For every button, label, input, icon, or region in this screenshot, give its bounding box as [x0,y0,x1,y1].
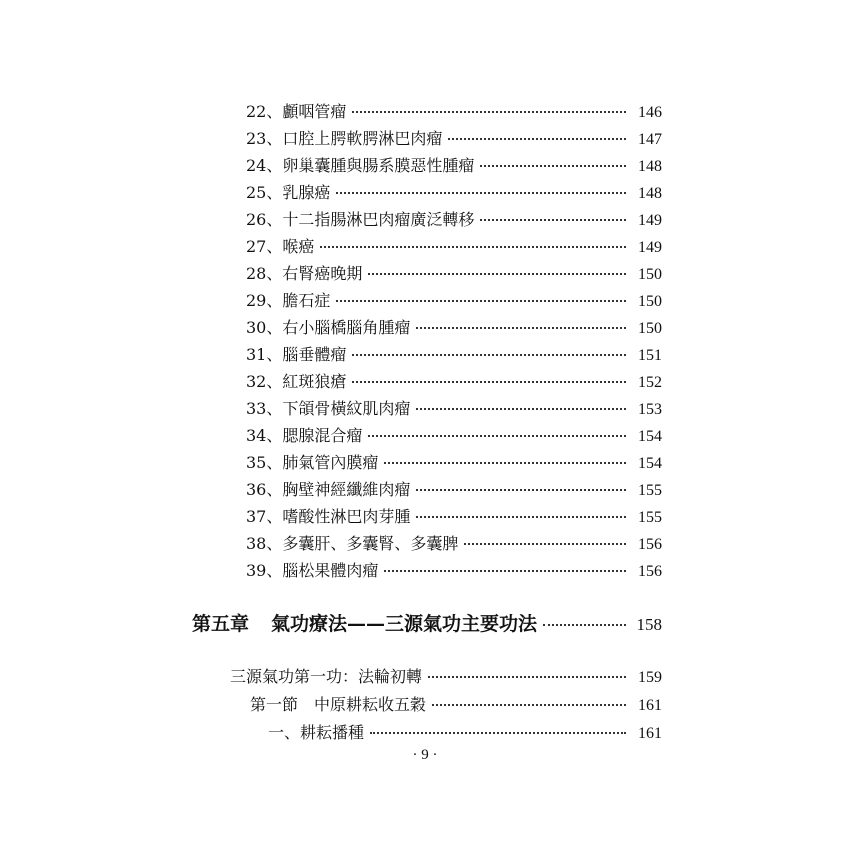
toc-entry-label: 39、腦松果體肉瘤 [246,561,379,580]
dot-leader [464,543,626,545]
toc-entry-page: 147 [638,131,662,148]
toc-entry-35 [246,453,662,474]
toc-entry-page: 153 [638,401,662,418]
toc-entry-label: 33、下頜骨橫紋肌肉瘤 [246,399,411,418]
dot-leader [370,732,626,734]
toc-entry-28 [246,264,662,285]
toc-subentry-section [250,695,662,716]
toc-entry-page: 151 [638,347,662,364]
toc-entry-label: 35、肺氣管內膜瘤 [246,453,379,472]
dot-leader [336,192,626,194]
toc-entry-page: 159 [638,669,662,686]
toc-entry-label: 23、口腔上腭軟腭淋巴肉瘤 [246,129,443,148]
dot-leader [416,516,626,518]
toc-entry-page: 146 [638,104,662,121]
dot-leader [384,570,626,572]
dot-leader [384,462,626,464]
toc-entry-26 [246,210,662,231]
toc-entry-page: 155 [638,509,662,526]
dot-leader [352,381,626,383]
dot-leader [416,327,626,329]
toc-entry-label: 34、腮腺混合瘤 [246,426,363,445]
toc-entry-27 [246,237,662,258]
toc-entry-label: 36、胸壁神經纖維肉瘤 [246,480,411,499]
toc-entry-page: 155 [638,482,662,499]
toc-entry-label: 38、多囊肝、多囊腎、多囊脾 [246,534,459,553]
dot-leader [416,408,626,410]
toc-entry-24 [246,156,662,177]
chapter-number: 第五章 [192,613,250,635]
toc-entry-37 [246,507,662,528]
dot-leader [416,489,626,491]
toc-entry-label: 28、右腎癌晚期 [246,264,363,283]
page-number: · 9 · [412,747,438,763]
toc-entry-32 [246,372,662,393]
dot-leader [428,676,626,678]
toc-entry-29 [246,291,662,312]
toc-entry-33 [246,399,662,420]
dot-leader [480,219,626,221]
toc-entry-page: 161 [638,725,662,742]
dot-leader [480,165,626,167]
toc-entry-label: 27、喉癌 [246,237,315,256]
toc-entry-38 [246,534,662,555]
chapter-page: 158 [636,615,662,634]
toc-entry-label: 26、十二指腸淋巴肉瘤廣泛轉移 [246,210,475,229]
toc-entry-page: 149 [638,239,662,256]
toc-entry-31 [246,345,662,366]
toc-entry-page: 148 [638,185,662,202]
toc-entry-22 [246,102,662,123]
toc-entry-page: 154 [638,455,662,472]
toc-entry-page: 150 [638,320,662,337]
toc-entry-23 [246,129,662,150]
toc-entry-39 [246,561,662,582]
dot-leader [336,300,626,302]
dot-leader [320,246,626,248]
toc-entry-page: 152 [638,374,662,391]
toc-entry-label: 22、顱咽管瘤 [246,102,347,121]
toc-subentry-item [268,723,662,744]
toc-entry-page: 150 [638,266,662,283]
toc-entry-label: 三源氣功第一功：法輪初轉 [230,667,423,686]
toc-entry-label: 一、耕耘播種 [268,723,365,742]
dot-leader [368,435,626,437]
chapter-heading [192,614,662,635]
toc-entry-label: 32、紅斑狼瘡 [246,372,347,391]
toc-entry-label: 25、乳腺癌 [246,183,331,202]
dot-leader [352,111,626,113]
toc-entry-page: 150 [638,293,662,310]
dot-leader [432,704,626,706]
toc-entry-25 [246,183,662,204]
toc-entry-label: 30、右小腦橋腦角腫瘤 [246,318,411,337]
toc-entry-page: 148 [638,158,662,175]
dot-leader [448,138,626,140]
toc-entry-label: 24、卵巢囊腫與腸系膜惡性腫瘤 [246,156,475,175]
toc-entry-label: 31、腦垂體瘤 [246,345,347,364]
toc-entry-page: 161 [638,697,662,714]
toc-entry-label: 29、膽石症 [246,291,331,310]
chapter-title: 氣功療法——三源氣功主要功法 [271,613,538,635]
toc-entry-label: 第一節 中原耕耘收五穀 [250,695,427,714]
toc-entry-30 [246,318,662,339]
toc-subentry-method [230,667,662,688]
toc-entry-page: 154 [638,428,662,445]
dot-leader [352,354,626,356]
toc-entry-page: 156 [638,563,662,580]
toc-entry-34 [246,426,662,447]
toc-entry-page: 149 [638,212,662,229]
dot-leader [543,624,626,626]
toc-entry-36 [246,480,662,501]
toc-entry-label: 37、嗜酸性淋巴肉芽腫 [246,507,411,526]
dot-leader [368,273,626,275]
toc-entry-page: 156 [638,536,662,553]
